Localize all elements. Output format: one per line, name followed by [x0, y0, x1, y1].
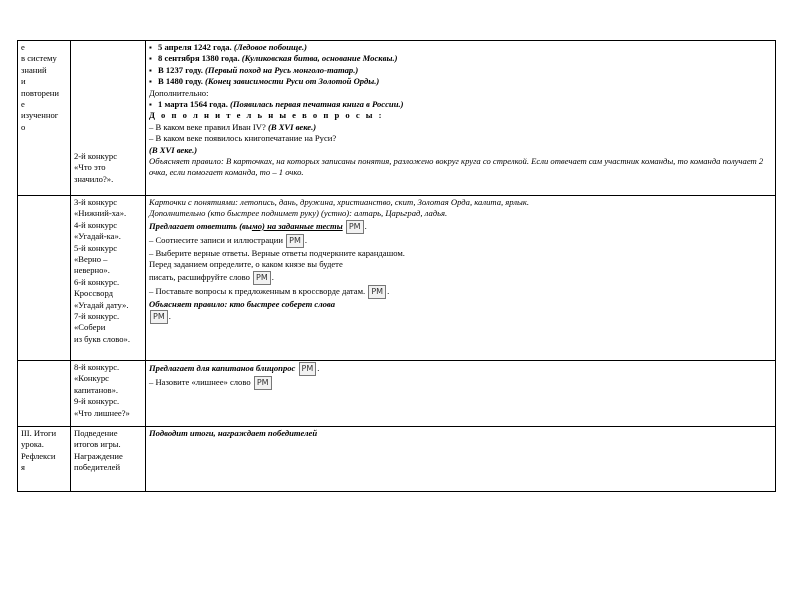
pm-icon: PM [286, 234, 304, 248]
contest-line: 7-й конкурс. [74, 311, 120, 322]
choose-line: – Выберите верные ответы. Верные ответы подчеркните карандашом. [149, 247, 405, 258]
stage-line: знаний [21, 64, 47, 75]
date-item: ▪ 5 апреля 1242 года. (Ледовое побоище.) [149, 42, 772, 53]
contest-line: 4-й конкурс [74, 219, 118, 230]
contest-line: «Нижний-ха». [74, 208, 127, 219]
given-line: Перед заданием определите, о каком князе вы будете [149, 259, 343, 270]
write-line: писать, расшифруйте слово PM . [149, 271, 772, 285]
table-row [18, 427, 776, 492]
stage-cell [18, 427, 71, 492]
contest-line: «Конкурс [74, 373, 109, 384]
contest-cell [71, 196, 146, 361]
rule-text: Объясняет правило: В карточках, на которых записаны понятия, разложено вокруг круга со стрелкой. Если отвечает сам участник команды, то команда получает 2 очка, если помогает команда, то – 1 очко. [149, 156, 764, 178]
contest-line: 9-й конкурс. [74, 396, 120, 407]
stage-line: е [21, 99, 25, 110]
table-row [18, 41, 776, 196]
pm-line: PM . [149, 310, 772, 324]
pm-icon: PM [150, 310, 168, 324]
contest-line: «Что это [74, 162, 106, 173]
date-item: ▪ В 1237 году. (Первый поход на Русь монголо-татар.) [149, 65, 772, 76]
stage-cell [18, 196, 71, 361]
offer-line: Предлагает ответить (вымо) на заданные тесты PM . [149, 220, 772, 234]
pm-icon: PM [254, 376, 272, 390]
contest-line: Награждение [74, 450, 123, 461]
match-line: – Соотнесите записи и иллюстрации PM . [149, 234, 772, 248]
pm-icon: PM [253, 271, 271, 285]
stage-line: изученног [21, 110, 59, 121]
contest-cell [71, 41, 146, 196]
contest-line: 2-й конкурс [74, 151, 118, 161]
offer-line: Предлагает для капитанов блицопрос PM . [149, 362, 772, 376]
contest-line: значило?». [74, 173, 114, 184]
contest-line: капитанов». [74, 384, 119, 395]
stage-line: повторени [21, 87, 59, 98]
extra-questions-label: Д о п о л н и т е л ь н ы е в о п р о с ы : [149, 110, 384, 121]
contest-line: 6-й конкурс. [74, 276, 120, 287]
contest-line: 3-й конкурс [74, 197, 118, 207]
cards-text: Карточки с понятиями: летопись, дань, дружина, христианство, скит, Золотая Орда, калита, ярлык. [149, 197, 529, 207]
teacher-activity-cell [146, 361, 776, 427]
contest-line: неверно». [74, 265, 110, 276]
contest-line: итогов игры. [74, 439, 121, 450]
stage-line: о [21, 121, 26, 132]
extra-text: Дополнительно (кто быстрее поднимет руку) (устно): алтарь, Царьград, ладья. [149, 208, 448, 219]
stage-cell [18, 41, 71, 196]
contest-line: «Что лишнее?» [74, 407, 130, 418]
cross-line: – Поставьте вопросы к предложенным в кроссворде датам. PM . [149, 285, 772, 299]
question-answer: (В XVI веке.) [149, 144, 198, 155]
stage-line: в систему [21, 53, 57, 64]
contest-cell [71, 361, 146, 427]
table-row [18, 196, 776, 361]
contest-line: «Угадай дату». [74, 299, 129, 310]
odd-line: – Назовите «лишнее» слово PM [149, 376, 772, 390]
contest-cell [71, 427, 146, 492]
contest-line: Подведение [74, 428, 118, 438]
stage-line: и [21, 76, 26, 87]
date-item: ▪ В 1480 году. (Конец зависимости Руси от Золотой Орды.) [149, 76, 772, 87]
contest-line: «Собери [74, 322, 106, 333]
date-item: ▪ 8 сентября 1380 года. (Куликовская битва, основание Москвы.) [149, 53, 772, 64]
extra-label: Дополнительно: [149, 87, 209, 98]
contest-line: «Угадай-ка». [74, 231, 121, 242]
summary-text: Подводит итоги, награждает победителей [149, 428, 318, 438]
lesson-plan-table [17, 40, 776, 492]
stage-line: е [21, 42, 25, 52]
contest-line: «Верно – [74, 254, 108, 265]
contest-line: из букв слово». [74, 333, 131, 344]
contest-line: Кроссворд [74, 288, 114, 299]
teacher-activity-cell [146, 427, 776, 492]
contest-line: победителей [74, 462, 121, 473]
contest-line: 5-й конкурс [74, 242, 118, 253]
pm-icon: PM [368, 285, 386, 299]
stage-line: III. Итоги [21, 428, 57, 438]
stage-line: я [21, 462, 25, 473]
stage-line: урока. [21, 439, 44, 450]
pm-icon: PM [346, 220, 364, 234]
question: – В каком веке правил Иван IV? (В XVI веке.) [149, 121, 317, 132]
pm-icon: PM [299, 362, 317, 376]
teacher-activity-cell [146, 196, 776, 361]
stage-line: Рефлекси [21, 450, 56, 461]
table-row [18, 361, 776, 427]
question: – В каком веке появилось книгопечатание на Руси? [149, 133, 337, 144]
stage-cell [18, 361, 71, 427]
rule-text: Объясняет правило: кто быстрее соберет слова [149, 298, 336, 309]
teacher-activity-cell [146, 41, 776, 196]
contest-line: 8-й конкурс. [74, 362, 120, 372]
date-item: ▪ 1 марта 1564 года. (Появилась первая печатная книга в России.) [149, 99, 772, 110]
